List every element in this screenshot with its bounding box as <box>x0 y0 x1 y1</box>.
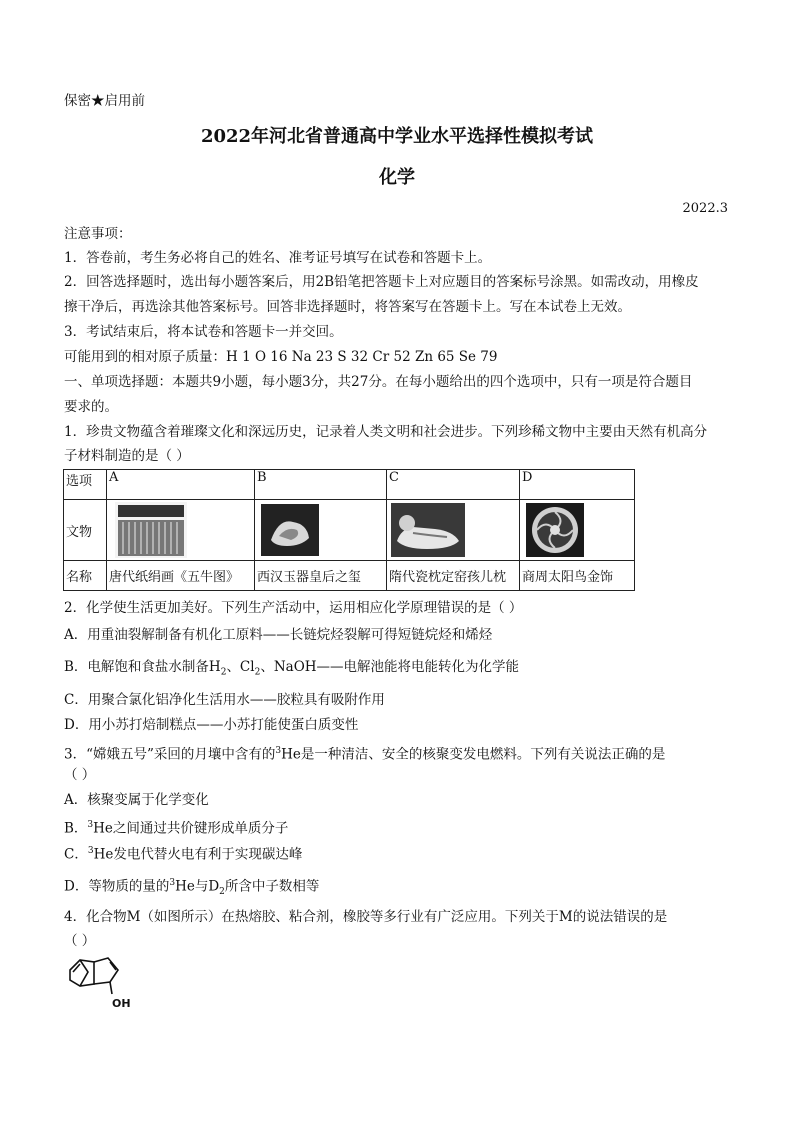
note-item: 1．答卷前，考生务必将自己的姓名、准考证号填写在试卷和答题卡上。 <box>64 250 492 266</box>
artifact-d-cell <box>520 500 635 561</box>
q2-option-d: D．用小苏打焙制糕点——小苏打能使蛋白质变性 <box>64 717 359 733</box>
q1-stem: 1．珍贵文物蕴含着璀璨文化和深远历史，记录着人类文明和社会进步。下列珍稀文物中主要由天然有机高分 <box>64 424 708 440</box>
subject-title: 化学 <box>379 167 415 188</box>
notes-heading: 注意事项： <box>64 226 132 242</box>
q3-option-a: A．核聚变属于化学变化 <box>64 792 209 808</box>
q3-option-d: D．等物质的量的$^3$He与$D_2$所含中子数相等 <box>64 878 320 898</box>
row-label-name: 名称 <box>64 561 107 591</box>
row-label-artifact: 文物 <box>64 500 107 561</box>
porcelain-pillow-image <box>391 503 465 557</box>
exam-title: 2022年河北省普通高中学业水平选择性模拟考试 <box>200 126 594 147</box>
q2-option-b: B．电解饱和食盐水制备$H_2$、$Cl_2$、NaOH——电解池能将电能转化为化学能 <box>64 659 520 678</box>
row-label-option: 选项 <box>64 470 107 500</box>
atomic-masses: 可能用到的相对原子质量：H 1 O 16 Na 23 S 32 Cr 52 Zn 65 Se 79 <box>64 349 498 365</box>
name-d: 商周太阳鸟金饰 <box>520 561 635 591</box>
compound-m-structure <box>64 952 144 1012</box>
gold-ornament-image <box>526 503 584 557</box>
option-b: B <box>255 470 387 500</box>
note-item: 2．回答选择题时，选出每小题答案后，用2B铅笔把答题卡上对应题目的答案标号涂黑。如需改动，用橡皮 <box>64 274 699 290</box>
section-heading: 一、单项选择题：本题共9小题，每小题3分，共27分。在每小题给出的四个选项中，只有一项是符合题目 <box>64 374 693 390</box>
q1-stem-cont: 子材料制造的是（ ） <box>64 448 190 464</box>
q3-option-c: C．$^3$He发电代替火电有利于实现碳达峰 <box>64 846 303 863</box>
q4-stem: 4．化合物M（如图所示）在热熔胶、粘合剂，橡胶等多行业有广泛应用。下列关于M的说法错误的是 <box>64 909 668 925</box>
painting-image <box>115 502 187 558</box>
q4-paren: （ ） <box>64 933 96 949</box>
section-heading-cont: 要求的。 <box>64 399 118 415</box>
option-d: D <box>520 470 635 500</box>
q3-option-b: B．$^3$He之间通过共价键形成单质分子 <box>64 820 289 837</box>
name-b: 西汉玉器皇后之玺 <box>255 561 387 591</box>
artifact-a-cell <box>107 500 255 561</box>
oh-label: OH <box>112 997 131 1010</box>
q3-stem: 3．“嫦娥五号”采回的月壤中含有的$^3$He是一种清洁、安全的核聚变发电燃料。下列有关说法正确的是 <box>64 746 666 763</box>
option-a: A <box>107 470 255 500</box>
artifact-b-cell <box>255 500 387 561</box>
option-c: C <box>387 470 520 500</box>
note-item: 擦干净后，再选涂其他答案标号。回答非选择题时，将答案写在答题卡上。写在本试卷上无效。 <box>64 299 631 315</box>
confidential-mark: 保密★启用前 <box>64 93 145 109</box>
q2-option-c: C．用聚合氯化铝净化生活用水——胶粒具有吸附作用 <box>64 692 385 708</box>
name-a: 唐代纸绢画《五牛图》 <box>107 561 255 591</box>
q2-stem: 2．化学使生活更加美好。下列生产活动中，运用相应化学原理错误的是（ ） <box>64 600 523 616</box>
q2-option-a: A．用重油裂解制备有机化工原料——长链烷烃裂解可得短链烷烃和烯烃 <box>64 627 493 643</box>
artifact-c-cell <box>387 500 520 561</box>
note-item: 3．考试结束后，将本试卷和答题卡一并交回。 <box>64 324 343 340</box>
exam-date: 2022.3 <box>682 201 728 216</box>
name-c: 隋代瓷枕定窑孩儿枕 <box>387 561 520 591</box>
jade-seal-image <box>261 504 319 556</box>
q3-paren: （ ） <box>64 767 96 783</box>
q1-table <box>63 469 635 591</box>
